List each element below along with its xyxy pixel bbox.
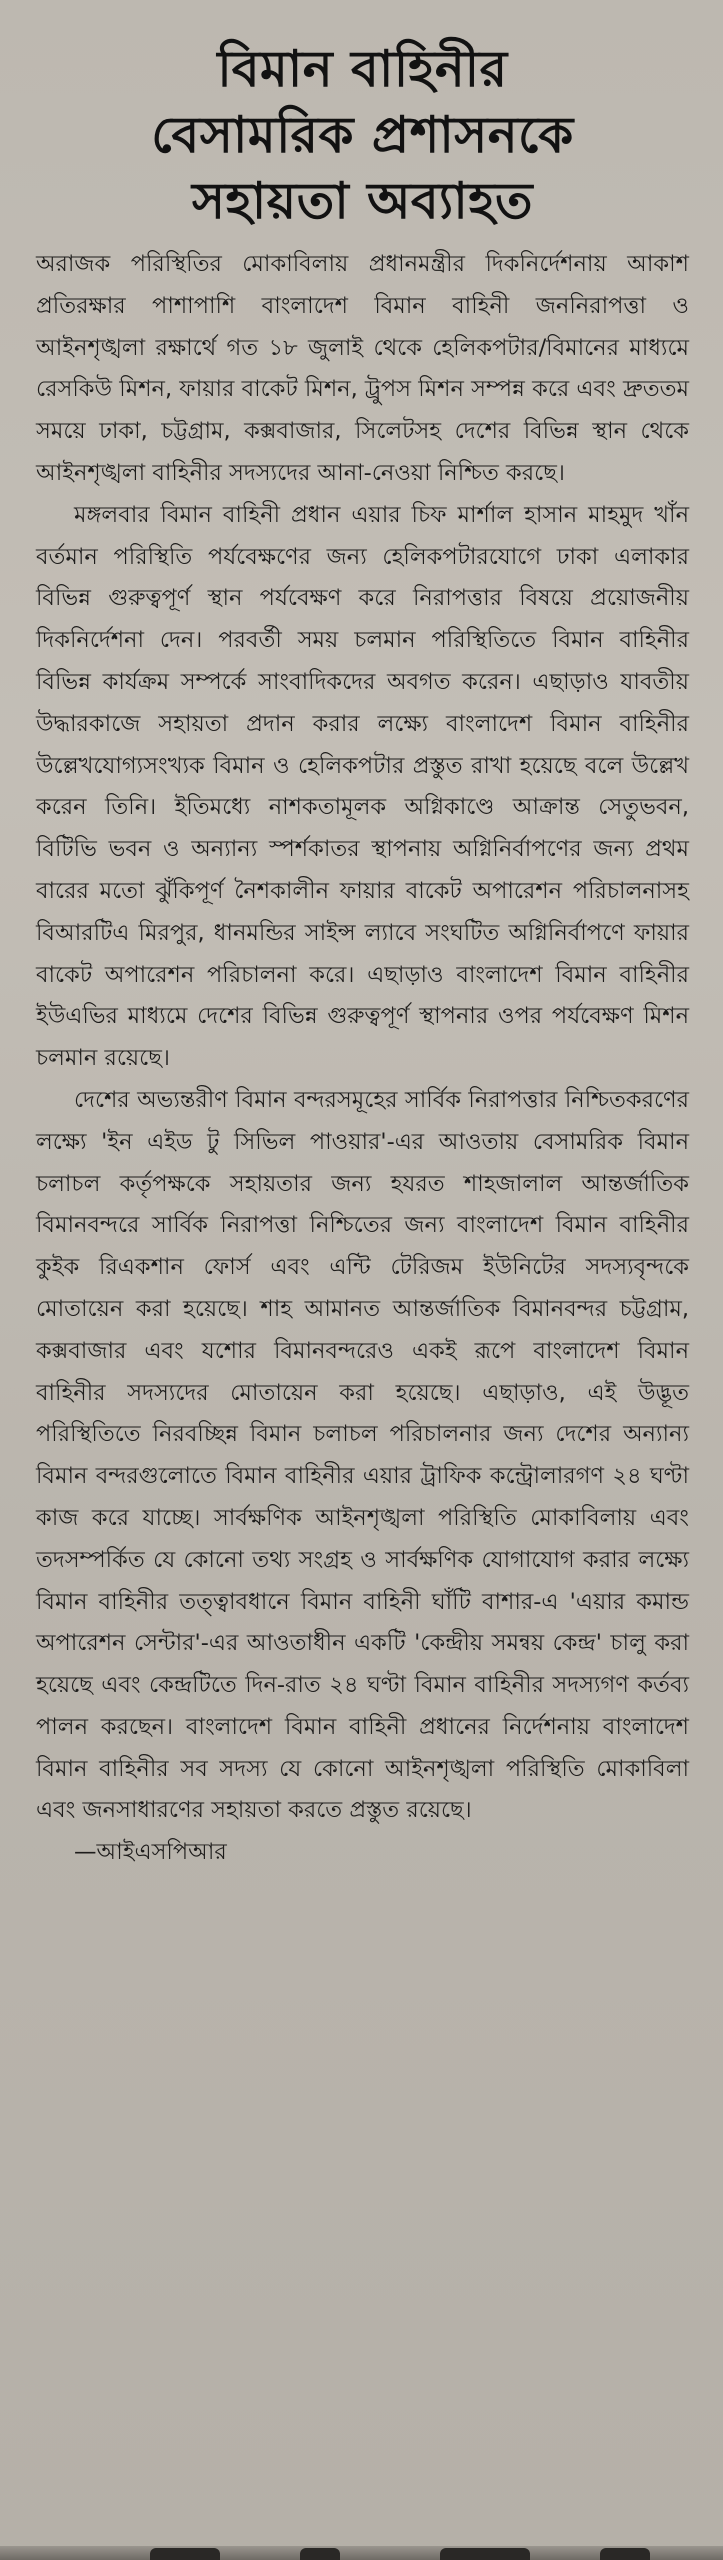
headline-line-3: সহায়তা অব্যাহত [191,172,534,230]
headline [36,36,689,234]
article-paragraph-2: মঙ্গলবার বিমান বাহিনী প্রধান এয়ার চিফ মার্শাল হাসান মাহমুদ খাঁন বর্তমান পরিস্থিতি পর্যবেক্ষণের জন্য হেলিকপটারযোগে ঢাকা এলাকার বিভিন্ন গুরুত্বপূর্ণ স্থান পর্যবেক্ষণ করে নিরাপত্তার বিষয়ে প্রয়োজনীয় দিকনির্দেশনা দেন। পরবর্তী সময় চলমান পরিস্থিতিতে বিমান বাহিনীর বিভিন্ন কার্যক্রম সম্পর্কে সাংবাদিকদের অবগত করেন। এছাড়াও যাবতীয় উদ্ধারকাজে সহায়তা প্রদান করার লক্ষ্যে বাংলাদেশ বিমান বাহিনীর উল্লেখযোগ্যসংখ্যক বিমান ও হেলিকপটার প্রস্তুত রাখা হয়েছে বলে উল্লেখ করেন তিনি। ইতিমধ্যে নাশকতামূলক অগ্নিকাণ্ডে আক্রান্ত সেতুভবন, বিটিভি ভবন ও অন্যান্য স্পর্শকাতর স্থাপনায় অগ্নিনির্বাপণের জন্য প্রথম বারের মতো ঝুঁকিপূর্ণ নৈশকালীন ফায়ার বাকেট অপারেশন পরিচালনাসহ বিআরটিএ মিরপুর, ধানমন্ডির সাইন্স ল্যাবে সংঘটিত অগ্নিনির্বাপণে ফায়ার বাকেট অপারেশন পরিচালনা করে। এছাড়াও বাংলাদেশ বিমান বাহিনীর ইউএভির মাধ্যমে দেশের বিভিন্ন গুরুত্বপূর্ণ স্থাপনার ওপর পর্যবেক্ষণ মিশন চলমান রয়েছে। [36,501,689,1072]
headline-line-2: বেসামরিক প্রশাসনকে [151,106,574,164]
headline-line-1: বিমান বাহিনীর [217,40,508,98]
article-body [36,244,689,1832]
article-paragraph-3: দেশের অভ্যন্তরীণ বিমান বন্দরসমূহের সার্বিক নিরাপত্তার নিশ্চিতকরণের লক্ষ্যে 'ইন এইড টু সিভিল পাওয়ার'-এর আওতায় বেসামরিক বিমান চলাচল কর্তৃপক্ষকে সহায়তার জন্য হযরত শাহজালাল আন্তর্জাতিক বিমানবন্দরে সার্বিক নিরাপত্তা নিশ্চিতের জন্য বাংলাদেশ বিমান বাহিনীর কুইক রিএকশান ফোর্স এবং এন্টি টেরিজম ইউনিটের সদস্যবৃন্দকে মোতায়েন করা হয়েছে। শাহ আমানত আন্তর্জাতিক বিমানবন্দর চট্টগ্রাম, কক্সবাজার এবং যশোর বিমানবন্দরেও একই রূপে বাংলাদেশ বিমান বাহিনীর সদস্যদের মোতায়েন করা হয়েছে। এছাড়াও, এই উদ্ভূত পরিস্থিতিতে নিরবচ্ছিন্ন বিমান চলাচল পরিচালনার জন্য দেশের অন্যান্য বিমান বন্দরগুলোতে বিমান বাহিনীর এয়ার ট্রাফিক কন্ট্রোলারগণ ২৪ ঘণ্টা কাজ করে যাচ্ছে। সার্বক্ষণিক আইনশৃঙ্খলা পরিস্থিতি মোকাবিলায় এবং তদসম্পর্কিত যে কোনো তথ্য সংগ্রহ ও সার্বক্ষণিক যোগাযোগ করার লক্ষ্যে বিমান বাহিনীর তত্ত্বাবধানে বিমান বাহিনী ঘাঁটি বাশার-এ 'এয়ার কমান্ড অপারেশন সেন্টার'-এর আওতাধীন একটি 'কেন্দ্রীয় সমন্বয় কেন্দ্র' চালু করা হয়েছে এবং কেন্দ্রটিতে দিন-রাত ২৪ ঘণ্টা বিমান বাহিনীর সদস্যগণ কর্তব্য পালন করছেন। বাংলাদেশ বিমান বাহিনী প্রধানের নির্দেশনায় বাংলাদেশ বিমান বাহিনীর সব সদস্য যে কোনো আইনশৃঙ্খলা পরিস্থিতি মোকাবিলা এবং জনসাধারণের সহায়তা করতে প্রস্তুত রয়েছে। [36,1086,689,1824]
byline: —আইএসপিআর [74,1839,227,1866]
next-article-edge [0,2546,723,2560]
article-paragraph-1: অরাজক পরিস্থিতির মোকাবিলায় প্রধানমন্ত্রীর দিকনির্দেশনায় আকাশ প্রতিরক্ষার পাশাপাশি বাংলাদেশ বিমান বাহিনী জননিরাপত্তা ও আইনশৃঙ্খলা রক্ষার্থে গত ১৮ জুলাই থেকে হেলিকপটার/বিমানের মাধ্যমে রেসকিউ মিশন, ফায়ার বাকেট মিশন, ট্রুপস মিশন সম্পন্ন করে এবং দ্রুততম সময়ে ঢাকা, চট্টগ্রাম, কক্সবাজার, সিলেটসহ দেশের বিভিন্ন স্থান থেকে আইনশৃঙ্খলা বাহিনীর সদস্যদের আনা-নেওয়া নিশ্চিত করছে। [36,251,689,486]
